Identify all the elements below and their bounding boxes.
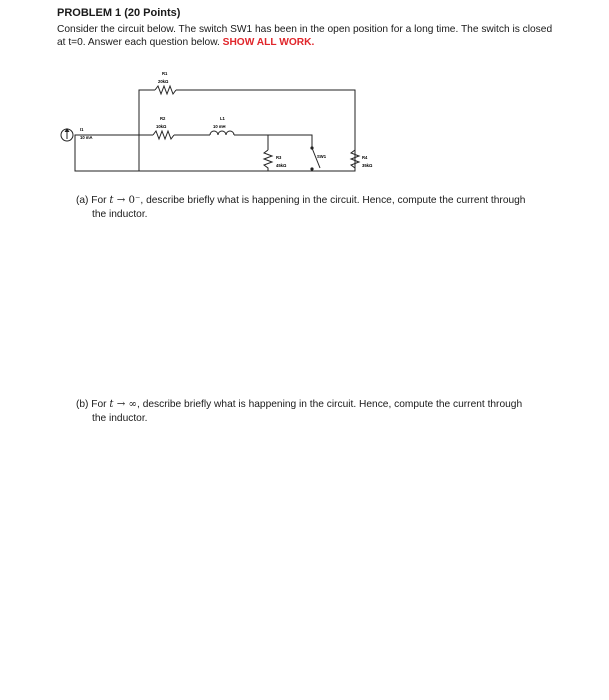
switch-contact-bottom	[310, 167, 313, 170]
question-a-arrow: →	[113, 195, 129, 206]
l1-name-label: L1	[220, 116, 225, 121]
l1-value-label: 10 mH	[213, 124, 226, 129]
question-b	[76, 398, 556, 426]
source-value-label: 10 mA	[80, 135, 93, 140]
show-all-work-emphasis: SHOW ALL WORK.	[222, 37, 315, 48]
r3-name-label: R3	[276, 155, 282, 160]
question-b-text1: , describe briefly what is happening in the circuit. Hence, compute the current through	[137, 399, 523, 410]
r2-resistor	[153, 131, 174, 139]
question-b-var: t	[109, 399, 114, 410]
question-b-pre: For	[91, 399, 110, 410]
r1-value-label: 20kΩ	[158, 79, 169, 84]
question-a	[76, 194, 556, 222]
l1-inductor	[210, 131, 234, 135]
question-b-text2: the inductor.	[92, 413, 148, 424]
problem-title: PROBLEM 1 (20 Points)	[57, 7, 181, 19]
problem-intro	[57, 23, 557, 49]
question-a-pre: For	[91, 195, 110, 206]
wire-l1-right	[234, 135, 312, 148]
r4-name-label: R4	[362, 155, 368, 160]
wire-source	[75, 135, 139, 171]
question-a-var: t	[109, 195, 114, 206]
question-a-text1: , describe briefly what is happening in the circuit. Hence, compute the current through	[140, 195, 526, 206]
circuit-diagram	[50, 55, 390, 190]
r2-value-label: 10kΩ	[156, 124, 167, 129]
r1-name-label: R1	[162, 71, 168, 76]
source-name-label: I1	[80, 127, 84, 132]
question-a-prefix: (a)	[76, 195, 89, 206]
question-b-arrow: →	[113, 399, 129, 410]
question-a-text2: the inductor.	[92, 209, 148, 220]
question-b-prefix: (b)	[76, 399, 89, 410]
question-a-limit: 0⁻	[128, 195, 141, 206]
question-b-limit: ∞	[128, 399, 138, 410]
r4-value-label: 35kΩ	[362, 163, 373, 168]
sw1-name-label: SW1	[317, 154, 327, 159]
wire-top	[139, 90, 155, 135]
intro-text: Consider the circuit below. The switch SW1 has been in the open position for a long time. The switch is closed at t=0. Answer each question below.	[57, 24, 553, 48]
source-arrow-head	[65, 128, 70, 132]
r1-resistor	[155, 86, 176, 94]
r3-value-label: 45kΩ	[276, 163, 287, 168]
r3-resistor	[264, 150, 272, 171]
r2-name-label: R2	[160, 116, 166, 121]
switch-contact-top	[310, 146, 313, 149]
